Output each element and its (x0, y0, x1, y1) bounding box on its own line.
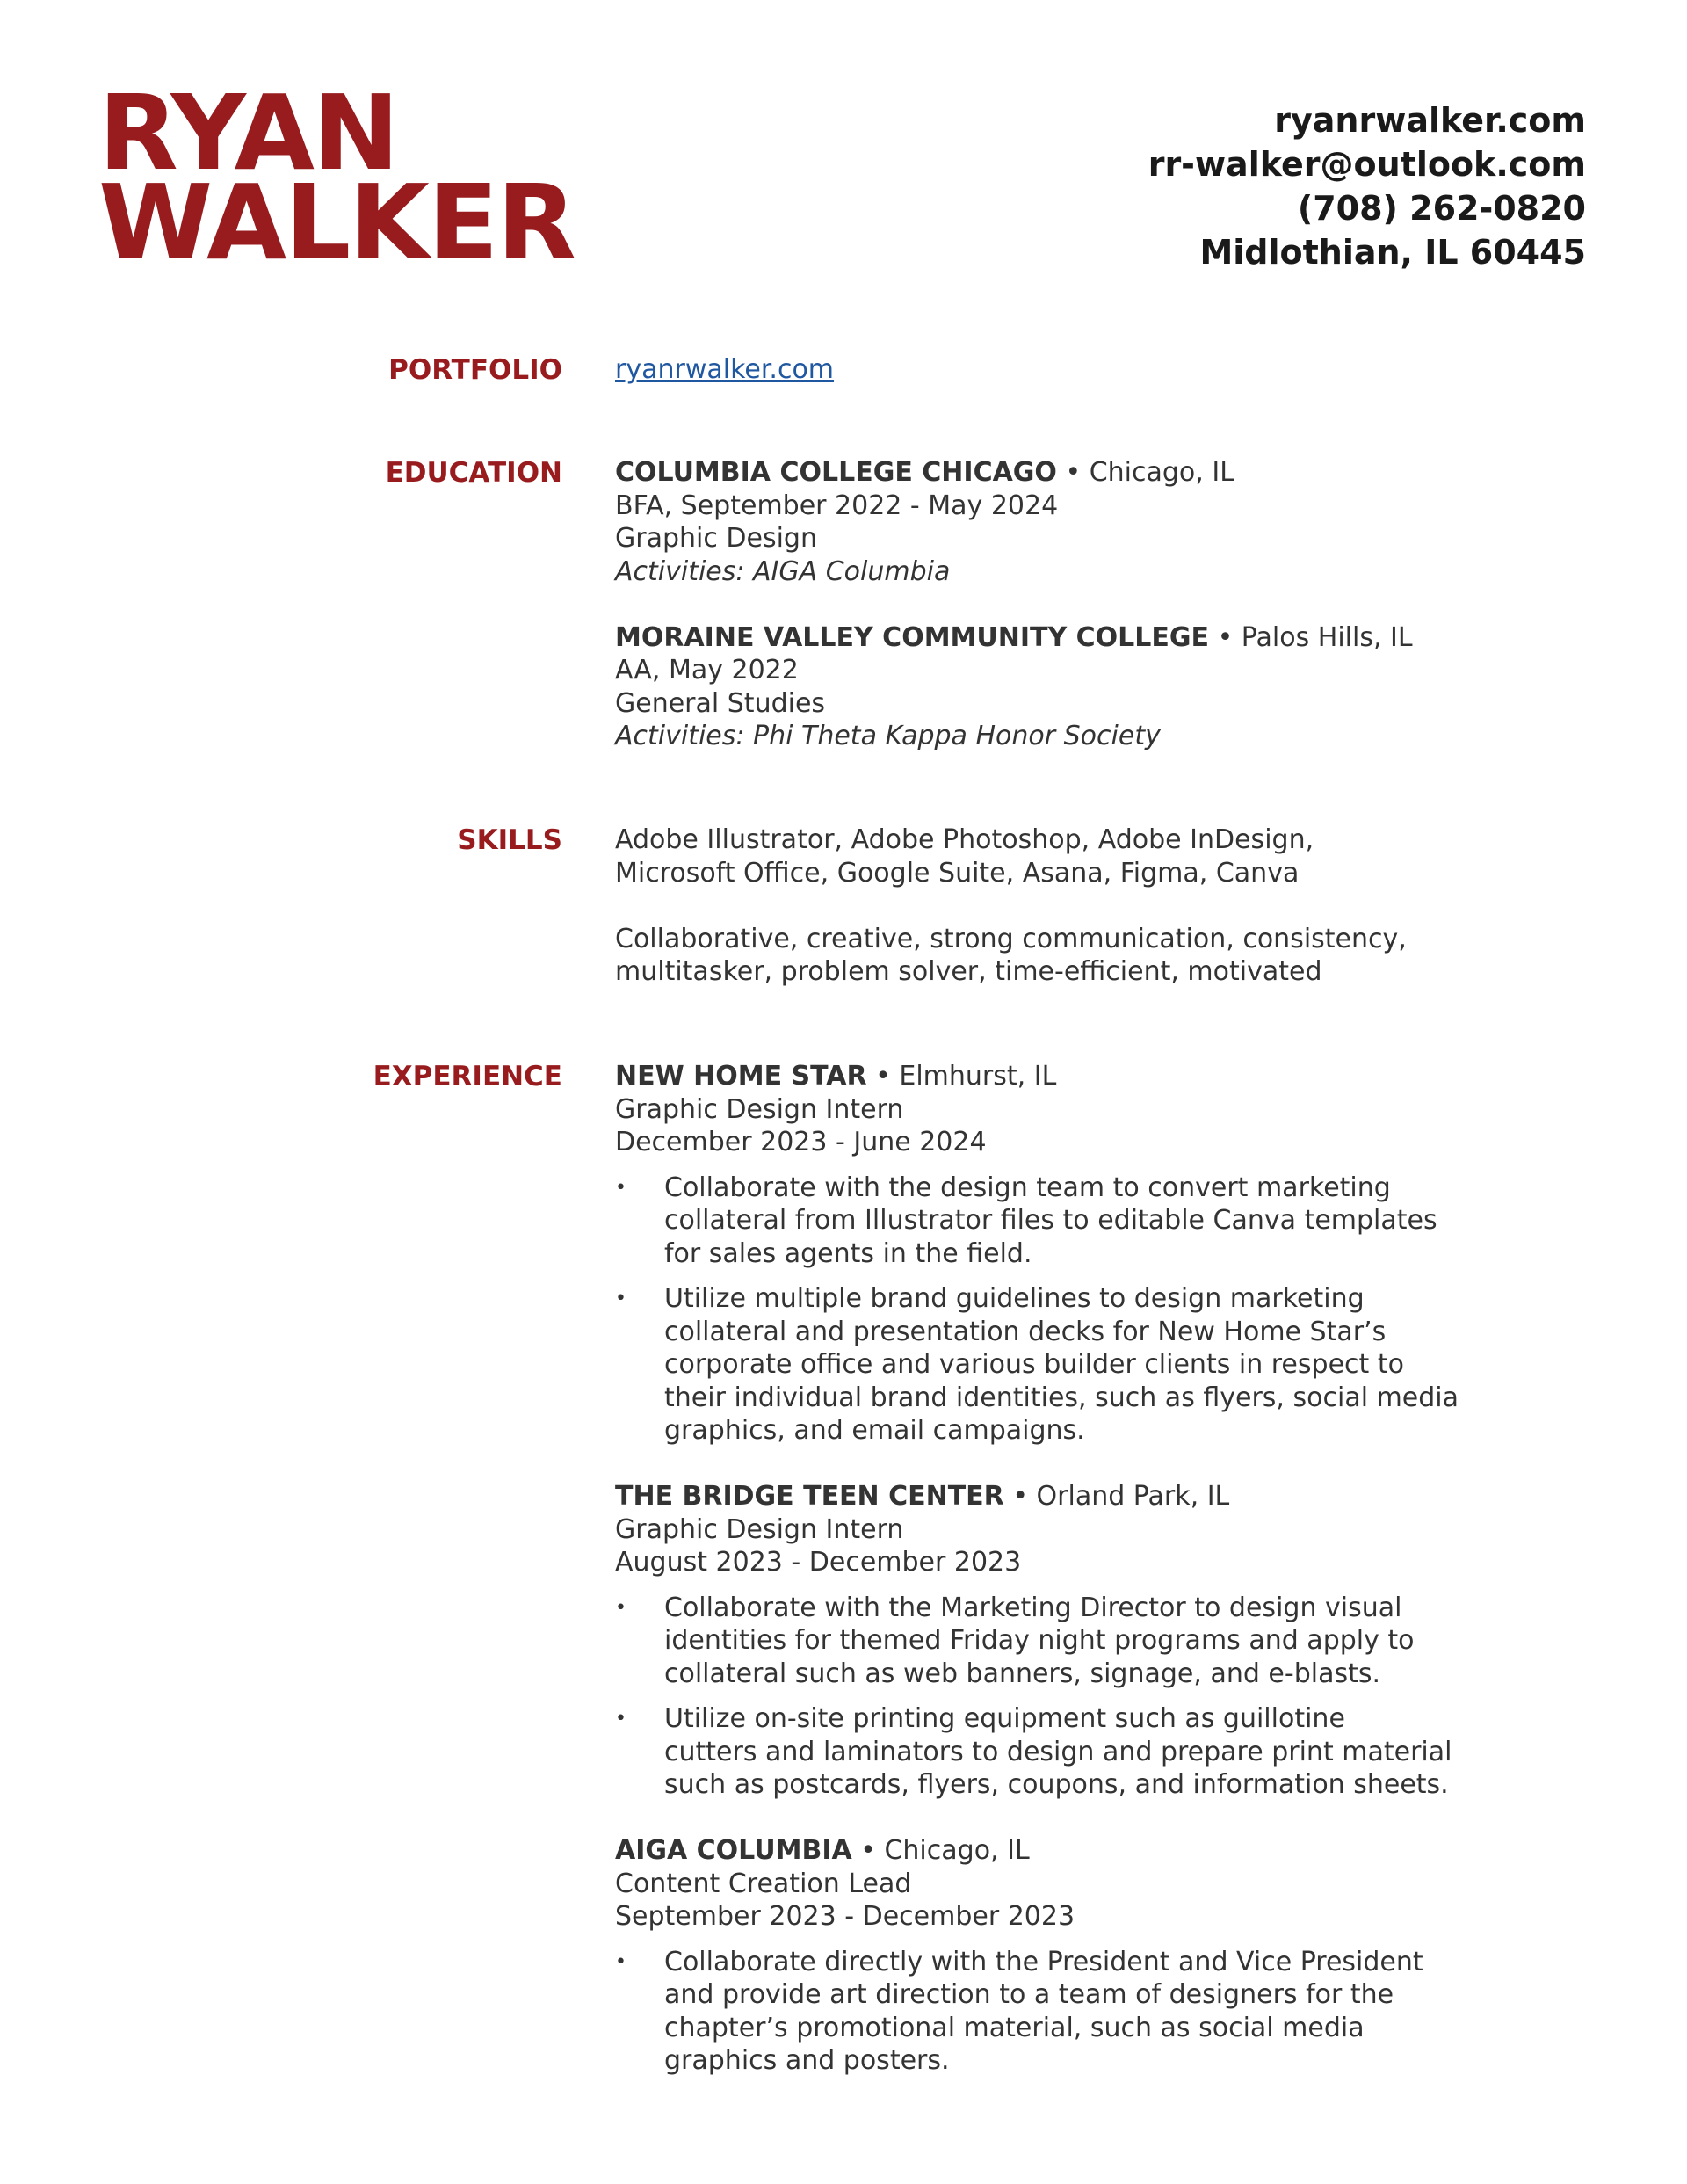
school-activities: Activities: AIGA Columbia (615, 555, 951, 587)
bullet-line: for sales agents in the field. (664, 1237, 1032, 1269)
company-name: THE BRIDGE TEEN CENTER (615, 1481, 1004, 1512)
company-location: • Elmhurst, IL (866, 1061, 1057, 1092)
job-entry (615, 1480, 1494, 1802)
bullet-icon: • (615, 1950, 626, 1973)
company-name: NEW HOME STAR (615, 1061, 867, 1092)
school-degree: BFA, September 2022 - May 2024 (615, 490, 1059, 521)
skills-heading: SKILLS (457, 824, 562, 856)
bullet-line: corporate office and various builder clients in respect to (664, 1349, 1404, 1380)
experience-heading: EXPERIENCE (373, 1061, 562, 1092)
school-activities: Activities: Phi Theta Kappa Honor Society (615, 721, 1161, 751)
bullet-icon: • (615, 1596, 626, 1619)
contact-website[interactable]: ryanrwalker.com (1274, 101, 1586, 140)
soft-skills (615, 923, 1494, 989)
bullet-line: Collaborate directly with the President and Vice President (664, 1946, 1423, 1977)
education-heading: EDUCATION (385, 457, 562, 489)
bullet-line: and provide art direction to a team of designers for the (664, 1979, 1394, 2010)
job-entry (615, 1060, 1494, 1448)
bullet-line: their individual brand identities, such as flyers, social media (664, 1382, 1459, 1413)
bullet-item (615, 1702, 1494, 1802)
education-entry (615, 456, 1494, 588)
job-title: Content Creation Lead (615, 1868, 912, 1899)
skills-line: Microsoft Office, Google Suite, Asana, Figma, Canva (615, 857, 1300, 889)
bullet-item (615, 1592, 1494, 1691)
bullet-item (615, 1946, 1494, 2078)
experience-body (615, 1060, 1494, 2078)
portfolio-heading: PORTFOLIO (388, 354, 562, 386)
company-name: AIGA COLUMBIA (615, 1835, 852, 1866)
education-entry (615, 621, 1494, 753)
bullet-line: Collaborate with the Marketing Director to design visual (664, 1592, 1402, 1623)
name-last: WALKER (98, 162, 576, 283)
job-bullets (615, 1592, 1494, 1802)
software-skills (615, 824, 1494, 889)
bullet-line: collateral and presentation decks for New Home Star’s (664, 1316, 1387, 1347)
school-degree: AA, May 2022 (615, 655, 799, 686)
job-bullets (615, 1946, 1494, 2078)
bullet-icon: • (615, 1708, 626, 1730)
bullet-icon: • (615, 1288, 626, 1310)
job-bullets (615, 1172, 1494, 1448)
contact-location: Midlothian, IL 60445 (1199, 233, 1586, 272)
job-dates: September 2023 - December 2023 (615, 1901, 1075, 1932)
bullet-line: Utilize on-site printing equipment such as guillotine (664, 1703, 1345, 1734)
bullet-line: Utilize multiple brand guidelines to design marketing (664, 1283, 1365, 1314)
bullet-line: chapter’s promotional material, such as social media (664, 2012, 1365, 2043)
bullet-line: Collaborate with the design team to convert marketing (664, 1172, 1391, 1203)
school-field: Graphic Design (615, 523, 817, 554)
contact-phone: (708) 262-0820 (1297, 189, 1586, 228)
portfolio-link[interactable]: ryanrwalker.com (615, 354, 835, 385)
school-name: COLUMBIA COLLEGE CHICAGO (615, 457, 1057, 488)
job-title: Graphic Design Intern (615, 1513, 904, 1545)
school-field: General Studies (615, 687, 826, 719)
job-entry (615, 1834, 1494, 2078)
bullet-line: graphics and posters. (664, 2045, 950, 2076)
bullet-line: such as postcards, flyers, coupons, and information sheets. (664, 1769, 1449, 1800)
school-location: • Palos Hills, IL (1209, 621, 1413, 653)
bullet-line: collateral from Illustrator files to editable Canva templates (664, 1205, 1437, 1236)
bullet-icon: • (615, 1176, 626, 1199)
job-title: Graphic Design Intern (615, 1093, 904, 1125)
bullet-item (615, 1172, 1494, 1271)
bullet-line: cutters and laminators to design and prepare print material (664, 1736, 1452, 1767)
bullet-line: graphics, and email campaigns. (664, 1415, 1085, 1446)
skills-line: Adobe Illustrator, Adobe Photoshop, Adobe InDesign, (615, 824, 1314, 855)
skills-body (615, 824, 1494, 989)
company-location: • Chicago, IL (851, 1835, 1030, 1866)
contact-info (1148, 98, 1586, 274)
job-dates: August 2023 - December 2023 (615, 1547, 1022, 1578)
company-location: • Orland Park, IL (1003, 1481, 1230, 1512)
job-dates: December 2023 - June 2024 (615, 1127, 987, 1157)
skills-line: multitasker, problem solver, time-efficient, motivated (615, 956, 1322, 987)
bullet-item (615, 1282, 1494, 1448)
bullet-line: identities for themed Friday night programs and apply to (664, 1625, 1415, 1656)
school-name: MORAINE VALLEY COMMUNITY COLLEGE (615, 621, 1210, 653)
applicant-name (98, 72, 576, 283)
education-body (615, 456, 1494, 753)
contact-email[interactable]: rr-walker@outlook.com (1148, 145, 1586, 184)
name-first: RYAN (98, 72, 398, 193)
portfolio-body (615, 353, 1494, 387)
bullet-line: collateral such as web banners, signage, and e-blasts. (664, 1658, 1381, 1689)
skills-line: Collaborative, creative, strong communication, consistency, (615, 923, 1407, 954)
school-location: • Chicago, IL (1056, 457, 1234, 488)
